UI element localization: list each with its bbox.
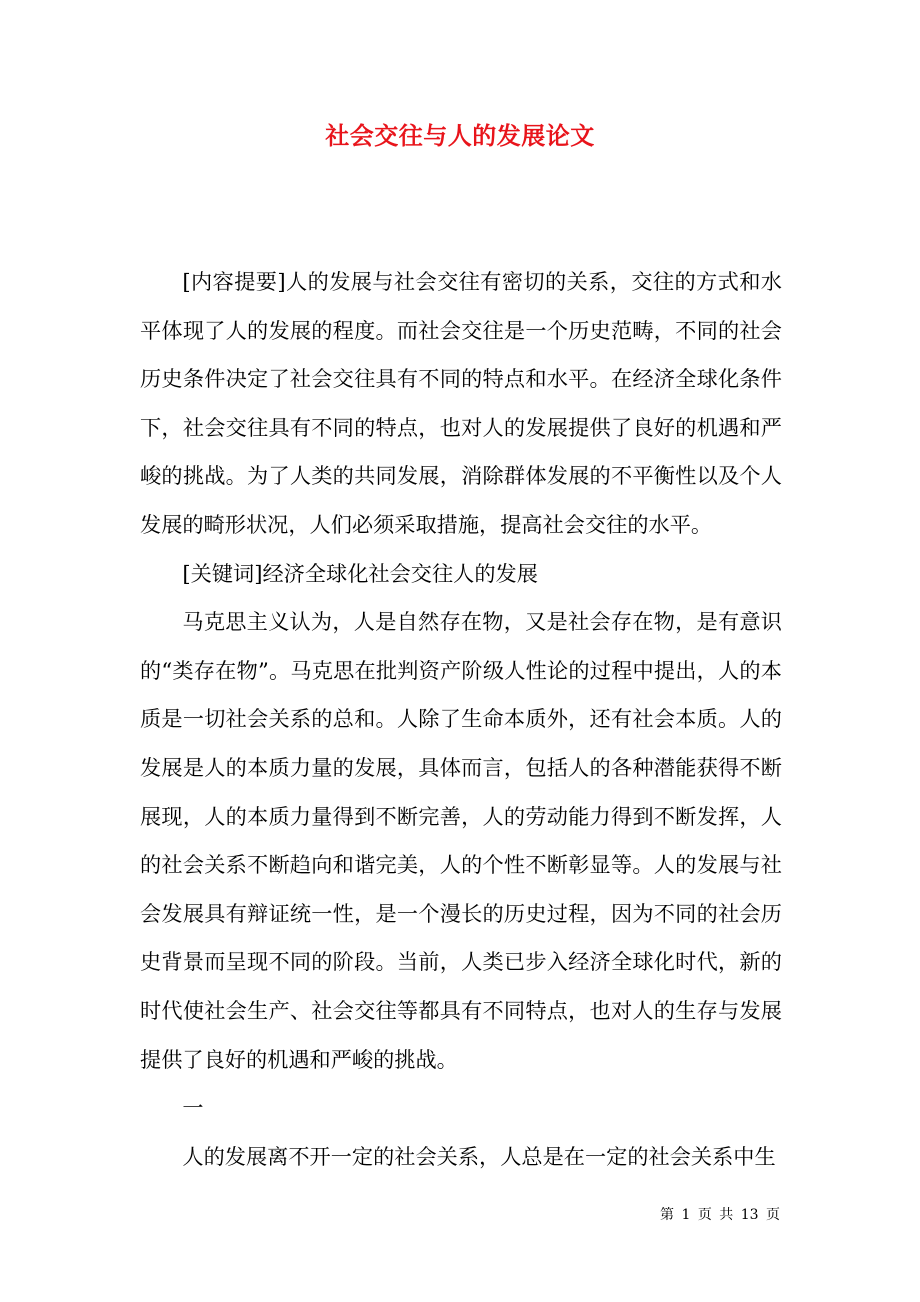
abstract-paragraph: [内容提要]人的发展与社会交往有密切的关系，交往的方式和水平体现了人的发展的程度。而社会交往是一个历史范畴，不同的社会历史条件决定了社会交往具有不同的特点和水平。在经济全球化条件下，社会交往具有不同的特点，也对人的发展提供了良好的机遇和严峻的挑战。为了人类的共同发展，消除群体发展的不平衡性以及个人发展的畸形状况，人们必须采取措施，提高社会交往的水平。 (140, 269, 782, 537)
section-heading: 一 (182, 1095, 204, 1121)
page-number: 第 1 页 共 13 页 (660, 1207, 780, 1223)
keywords-paragraph: [关键词]经济全球化社会交往人的发展 (182, 560, 538, 586)
document-body (140, 258, 782, 1181)
document-title: 社会交往与人的发展论文 (325, 121, 595, 150)
body-paragraph: 马克思主义认为，人是自然存在物，又是社会存在物，是有意识的“类存在物”。马克思在批判资产阶级人性论的过程中提出，人的本质是一切社会关系的总和。人除了生命本质外，还有社会本质。人的发展是人的本质力量的发展，具体而言，包括人的各种潜能获得不断展现，人的本质力量得到不断完善，人的劳动能力得到不断发挥，人的社会关系不断趋向和谐完美，人的个性不断彰显等。人的发展与社会发展具有辩证统一性，是一个漫长的历史过程，因为不同的社会历史背景而呈现不同的阶段。当前，人类已步入经济全球化时代，新的时代使社会生产、社会交往等都具有不同特点，也对人的生存与发展提供了良好的机遇和严峻的挑战。 (140, 609, 782, 1072)
body-paragraph: 人的发展离不开一定的社会关系，人总是在一定的社会关系中生 (182, 1143, 776, 1169)
